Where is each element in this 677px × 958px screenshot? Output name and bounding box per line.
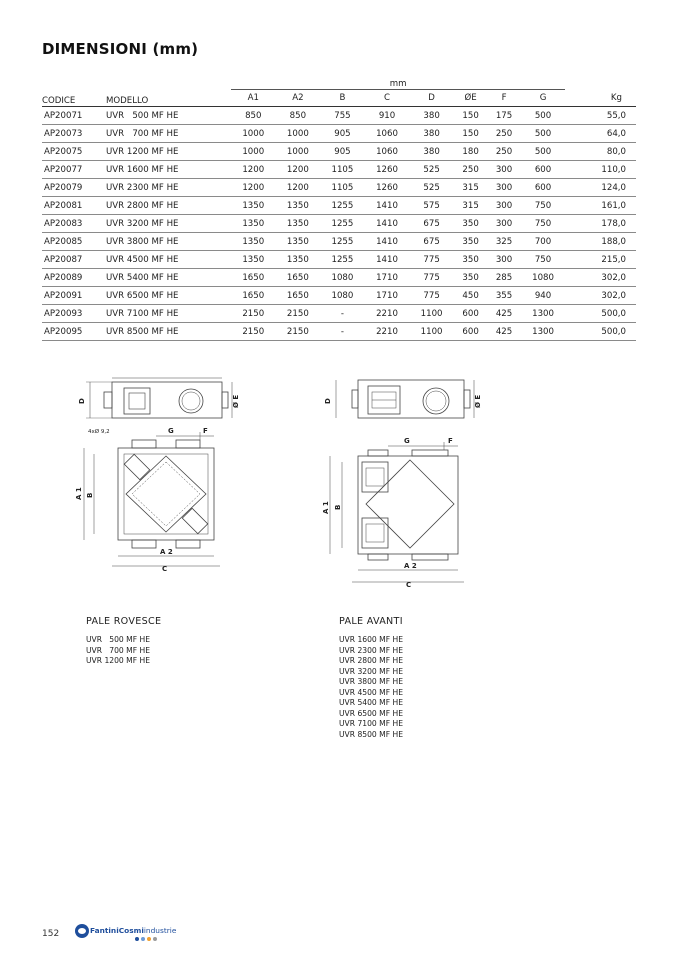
col-header: A2 (292, 93, 304, 103)
cell-value: 2210 (365, 323, 410, 341)
dim-label-d: D (78, 398, 86, 404)
cell-value: 905 (320, 125, 365, 143)
cell-value: 750 (521, 251, 566, 269)
cell-value: 1350 (276, 251, 321, 269)
cell-value: 302,0 (565, 269, 636, 287)
cell-value: 325 (487, 233, 520, 251)
cell-model: UVR 2300 MF HE (106, 179, 231, 197)
cell-value: 525 (409, 179, 454, 197)
cell-code: AP20087 (42, 251, 106, 269)
cell-value: 1100 (409, 323, 454, 341)
table-row (42, 143, 636, 161)
cell-value: 250 (487, 143, 520, 161)
cell-value: 425 (487, 305, 520, 323)
col-group-mm: mm (231, 78, 565, 90)
page-number: 152 (42, 929, 60, 939)
top-view-casing (112, 382, 222, 418)
cell-value: 1100 (409, 305, 454, 323)
cell-value: 350 (454, 251, 487, 269)
dim-label-a2: A 2 (404, 562, 417, 570)
cell-value: 2150 (231, 323, 276, 341)
cell-value: 500 (521, 143, 566, 161)
cell-value: 1200 (231, 161, 276, 179)
dim-label-g: G (168, 427, 174, 435)
cell-value: 124,0 (565, 179, 636, 197)
list-item: UVR 3200 MF HE (339, 666, 404, 676)
cell-value: 55,0 (565, 107, 636, 125)
page-title: DIMENSIONI (mm) (42, 40, 199, 58)
cell-value: 775 (409, 251, 454, 269)
cell-value: 575 (409, 197, 454, 215)
cell-value: 1410 (365, 197, 410, 215)
cell-value: 1000 (231, 125, 276, 143)
dim-label-a2: A 2 (160, 548, 173, 556)
dim-label-b: B (334, 504, 342, 510)
cell-code: AP20095 (42, 323, 106, 341)
list-item: UVR 8500 MF HE (339, 729, 404, 739)
cell-value: 1410 (365, 233, 410, 251)
cell-model: UVR 5400 MF HE (106, 269, 231, 287)
cell-code: AP20085 (42, 233, 106, 251)
cell-value: 905 (320, 143, 365, 161)
cell-value: 1260 (365, 161, 410, 179)
dim-label-d: D (324, 398, 332, 404)
cell-value: 1650 (276, 269, 321, 287)
cell-value: 300 (487, 215, 520, 233)
cell-value: 1060 (365, 143, 410, 161)
cell-value: 1350 (231, 215, 276, 233)
table-row (42, 269, 636, 287)
cell-value: 110,0 (565, 161, 636, 179)
cell-value: 910 (365, 107, 410, 125)
cell-value: 1410 (365, 215, 410, 233)
cell-model: UVR 4500 MF HE (106, 251, 231, 269)
cell-value: 1350 (276, 215, 321, 233)
cell-value: 1710 (365, 287, 410, 305)
cell-value: 775 (409, 287, 454, 305)
cell-value: 1105 (320, 179, 365, 197)
list-item: UVR 7100 MF HE (339, 719, 404, 728)
pale-rovesce-models (86, 635, 161, 667)
cell-value: 64,0 (565, 125, 636, 143)
cell-value: 1255 (320, 215, 365, 233)
logo-mark-icon (75, 924, 89, 938)
cell-value: 1080 (320, 287, 365, 305)
list-item: UVR 1200 MF HE (86, 656, 151, 665)
table-row (42, 179, 636, 197)
cell-value: 1350 (276, 233, 321, 251)
cell-value: 600 (521, 179, 566, 197)
cell-model: UVR 6500 MF HE (106, 287, 231, 305)
drawing-pale-rovesce (72, 370, 252, 580)
cell-value: 2150 (276, 323, 321, 341)
cell-value: 350 (454, 215, 487, 233)
cell-value: 315 (454, 179, 487, 197)
cell-value: 380 (409, 107, 454, 125)
pale-avanti-models (339, 635, 403, 740)
cell-value: 750 (521, 197, 566, 215)
heat-exchanger (126, 456, 206, 532)
cell-value: 188,0 (565, 233, 636, 251)
cell-code: AP20077 (42, 161, 106, 179)
cell-model: UVR 500 MF HE (106, 107, 231, 125)
list-item: UVR 4500 MF HE (339, 687, 404, 697)
cell-value: 1255 (320, 251, 365, 269)
col-header: Kg (610, 92, 622, 103)
cell-code: AP20091 (42, 287, 106, 305)
cell-value: 1000 (231, 143, 276, 161)
cell-value: 380 (409, 125, 454, 143)
col-header: C (384, 93, 391, 103)
cell-model: UVR 700 MF HE (106, 125, 231, 143)
logo-dots (135, 937, 157, 941)
cell-value: 1710 (365, 269, 410, 287)
cell-value: 300 (487, 179, 520, 197)
cell-value: 1060 (365, 125, 410, 143)
cell-value: 1300 (521, 305, 566, 323)
dim-label-c: C (162, 565, 168, 573)
list-item: UVR 3800 MF HE (339, 677, 404, 686)
pale-avanti-title: PALE AVANTI (339, 616, 403, 627)
cell-code: AP20081 (42, 197, 106, 215)
company-logo (75, 924, 177, 946)
cell-value: 161,0 (565, 197, 636, 215)
cell-value: 1000 (276, 125, 321, 143)
cell-value: 1650 (276, 287, 321, 305)
cell-code: AP20071 (42, 107, 106, 125)
cell-value: 150 (454, 107, 487, 125)
cell-value: 500 (521, 125, 566, 143)
cell-value: 425 (487, 323, 520, 341)
cell-value: 1650 (231, 287, 276, 305)
cell-value: 1000 (276, 143, 321, 161)
table-row (42, 233, 636, 251)
cell-value: 2150 (231, 305, 276, 323)
dim-label-holes: 4xØ 9,2 (88, 429, 110, 435)
drawing-pale-avanti (318, 370, 488, 590)
cell-value: 350 (454, 233, 487, 251)
cell-value: 940 (521, 287, 566, 305)
cell-code: AP20089 (42, 269, 106, 287)
cell-model: UVR 7100 MF HE (106, 305, 231, 323)
cell-value: 775 (409, 269, 454, 287)
cell-value: 1200 (276, 161, 321, 179)
cell-value: 180 (454, 143, 487, 161)
cell-value: 215,0 (565, 251, 636, 269)
cell-value: 355 (487, 287, 520, 305)
cell-value: 1350 (231, 251, 276, 269)
cell-value: 850 (276, 107, 321, 125)
heat-exchanger (366, 460, 454, 548)
list-item: UVR 2300 MF HE (339, 645, 404, 655)
logo-dot (135, 937, 139, 941)
plan-view-casing (358, 456, 458, 554)
cell-code: AP20079 (42, 179, 106, 197)
dim-label-a1: A 1 (75, 487, 83, 500)
cell-value: 1350 (276, 197, 321, 215)
table-row (42, 323, 636, 341)
cell-value: 500,0 (565, 305, 636, 323)
cell-value: 150 (454, 125, 487, 143)
pale-rovesce-block (86, 616, 161, 667)
cell-value: 1300 (521, 323, 566, 341)
dim-label-a1: A 1 (322, 501, 330, 514)
cell-value: 300 (487, 197, 520, 215)
cell-value: 1105 (320, 161, 365, 179)
cell-value: 1200 (276, 179, 321, 197)
logo-text: FantiniCosmiindustrie (90, 926, 177, 935)
cell-value: 380 (409, 143, 454, 161)
cell-value: 302,0 (565, 287, 636, 305)
cell-model: UVR 3200 MF HE (106, 215, 231, 233)
list-item: UVR 1600 MF HE (339, 635, 404, 644)
col-header: G (539, 93, 547, 103)
list-item: UVR 5400 MF HE (339, 698, 404, 707)
cell-value: - (320, 323, 365, 341)
cell-value: 1255 (320, 233, 365, 251)
col-header: A1 (247, 93, 259, 103)
table-row (42, 125, 636, 143)
cell-value: 500 (521, 107, 566, 125)
cell-code: AP20073 (42, 125, 106, 143)
cell-value: 600 (454, 323, 487, 341)
dim-label-e: Ø E (232, 394, 240, 408)
table-row (42, 197, 636, 215)
cell-code: AP20083 (42, 215, 106, 233)
col-codice: CODICE (42, 96, 76, 106)
dim-label-f: F (448, 437, 453, 445)
logo-dot (147, 937, 151, 941)
cell-value: 755 (320, 107, 365, 125)
table-row (42, 251, 636, 269)
list-item: UVR 500 MF HE (86, 635, 151, 644)
logo-dot (141, 937, 145, 941)
dim-label-g: G (404, 437, 410, 445)
cell-value: 285 (487, 269, 520, 287)
table-row (42, 215, 636, 233)
list-item: UVR 700 MF HE (86, 645, 151, 655)
list-item: UVR 2800 MF HE (339, 656, 404, 665)
cell-value: 250 (487, 125, 520, 143)
cell-value: 1410 (365, 251, 410, 269)
cell-code: AP20075 (42, 143, 106, 161)
cell-value: 600 (454, 305, 487, 323)
dimensions-table (42, 78, 636, 341)
cell-value: 700 (521, 233, 566, 251)
cell-value: 675 (409, 215, 454, 233)
pale-rovesce-title: PALE ROVESCE (86, 616, 162, 627)
cell-value: 850 (231, 107, 276, 125)
cell-value: 350 (454, 269, 487, 287)
cell-value: - (320, 305, 365, 323)
cell-value: 1650 (231, 269, 276, 287)
dim-label-b: B (86, 492, 94, 498)
cell-value: 1350 (231, 197, 276, 215)
cell-model: UVR 3800 MF HE (106, 233, 231, 251)
table-row (42, 161, 636, 179)
cell-model: UVR 8500 MF HE (106, 323, 231, 341)
cell-model: UVR 1600 MF HE (106, 161, 231, 179)
table-row (42, 305, 636, 323)
table-row (42, 287, 636, 305)
dim-label-c: C (406, 581, 412, 589)
cell-value: 675 (409, 233, 454, 251)
cell-value: 250 (454, 161, 487, 179)
pale-avanti-block (339, 616, 403, 740)
cell-value: 1260 (365, 179, 410, 197)
col-modello: MODELLO (106, 96, 149, 106)
cell-value: 2150 (276, 305, 321, 323)
cell-value: 300 (487, 251, 520, 269)
dim-label-e: Ø E (474, 394, 482, 408)
cell-value: 315 (454, 197, 487, 215)
cell-model: UVR 1200 MF HE (106, 143, 231, 161)
cell-value: 525 (409, 161, 454, 179)
col-header: B (339, 93, 346, 103)
col-header: F (501, 93, 507, 103)
cell-value: 600 (521, 161, 566, 179)
cell-value: 1255 (320, 197, 365, 215)
table-row (42, 107, 636, 125)
cell-value: 450 (454, 287, 487, 305)
cell-value: 1350 (231, 233, 276, 251)
logo-dot (153, 937, 157, 941)
cell-value: 1200 (231, 179, 276, 197)
list-item: UVR 6500 MF HE (339, 708, 404, 718)
cell-value: 1080 (521, 269, 566, 287)
cell-value: 178,0 (565, 215, 636, 233)
col-header: D (428, 93, 435, 103)
col-header: ØE (464, 93, 477, 103)
cell-code: AP20093 (42, 305, 106, 323)
cell-value: 500,0 (565, 323, 636, 341)
cell-value: 300 (487, 161, 520, 179)
cell-value: 1080 (320, 269, 365, 287)
dim-label-f: F (203, 427, 208, 435)
cell-value: 175 (487, 107, 520, 125)
cell-value: 750 (521, 215, 566, 233)
cell-value: 80,0 (565, 143, 636, 161)
cell-model: UVR 2800 MF HE (106, 197, 231, 215)
cell-value: 2210 (365, 305, 410, 323)
